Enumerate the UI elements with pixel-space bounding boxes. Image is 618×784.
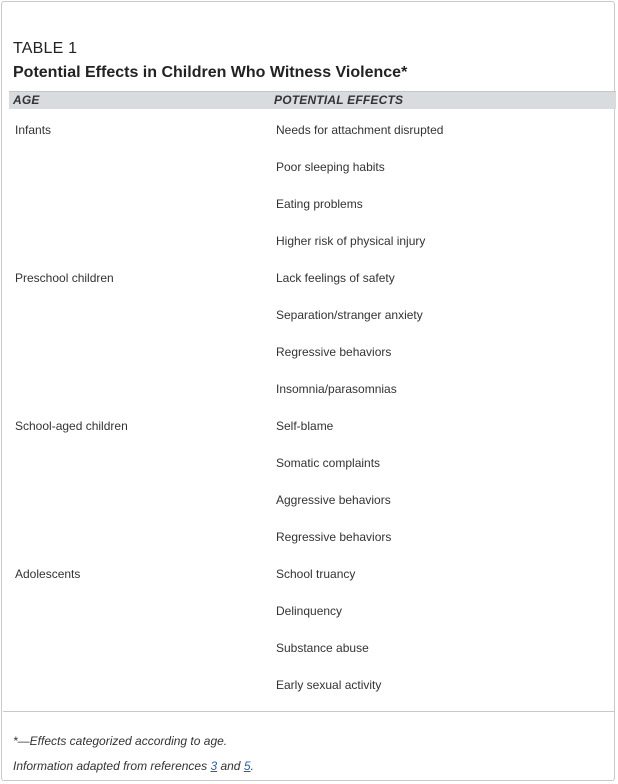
effect-cell: School truancy (276, 567, 356, 581)
age-cell: Infants (15, 123, 52, 137)
effect-cell: Separation/stranger anxiety (276, 308, 423, 322)
table-title: Potential Effects in Children Who Witness Violence* (13, 64, 408, 81)
table-row (2, 234, 616, 271)
effect-cell: Regressive behaviors (276, 345, 392, 359)
age-cell: Preschool children (15, 271, 114, 285)
table-row (2, 419, 616, 456)
column-header-age: AGE (13, 93, 40, 107)
table-row (2, 271, 616, 308)
table-row (2, 123, 616, 160)
effect-cell: Regressive behaviors (276, 530, 392, 544)
table-row (2, 308, 616, 345)
age-cell: School-aged children (15, 419, 128, 433)
source-suffix: . (250, 759, 254, 773)
age-cell: Adolescents (15, 567, 81, 581)
table-row (2, 197, 616, 234)
effect-cell: Insomnia/parasomnias (276, 382, 397, 396)
table-row (2, 678, 616, 715)
effect-cell: Poor sleeping habits (276, 160, 385, 174)
table-label: TABLE 1 (13, 40, 78, 57)
effect-cell: Delinquency (276, 604, 343, 618)
table-row (2, 382, 616, 419)
reference-link-5[interactable]: 5 (243, 759, 251, 773)
table-row (2, 493, 616, 530)
footnote: *—Effects categorized according to age. (13, 734, 228, 748)
table-row (2, 160, 616, 197)
table-row (2, 530, 616, 567)
effect-cell: Aggressive behaviors (276, 493, 391, 507)
effect-cell: Higher risk of physical injury (276, 234, 426, 248)
table-row (2, 456, 616, 493)
effect-cell: Substance abuse (276, 641, 369, 655)
effect-cell: Lack feelings of safety (276, 271, 395, 285)
table-row (2, 345, 616, 382)
table-container (1, 1, 615, 781)
table-row (2, 567, 616, 604)
table-header (9, 91, 616, 109)
table-row (2, 604, 616, 641)
effect-cell: Eating problems (276, 197, 363, 211)
effect-cell: Early sexual activity (276, 678, 382, 692)
source-note (13, 759, 254, 773)
effect-cell: Somatic complaints (276, 456, 381, 470)
source-mid: and (217, 759, 244, 773)
effect-cell: Needs for attachment disrupted (276, 123, 444, 137)
effect-cell: Self-blame (276, 419, 334, 433)
column-header-effects: POTENTIAL EFFECTS (274, 93, 404, 107)
table-row (2, 641, 616, 678)
source-prefix: Information adapted from references (13, 759, 211, 773)
footer-divider (3, 711, 615, 712)
reference-link-3[interactable]: 3 (210, 759, 218, 773)
